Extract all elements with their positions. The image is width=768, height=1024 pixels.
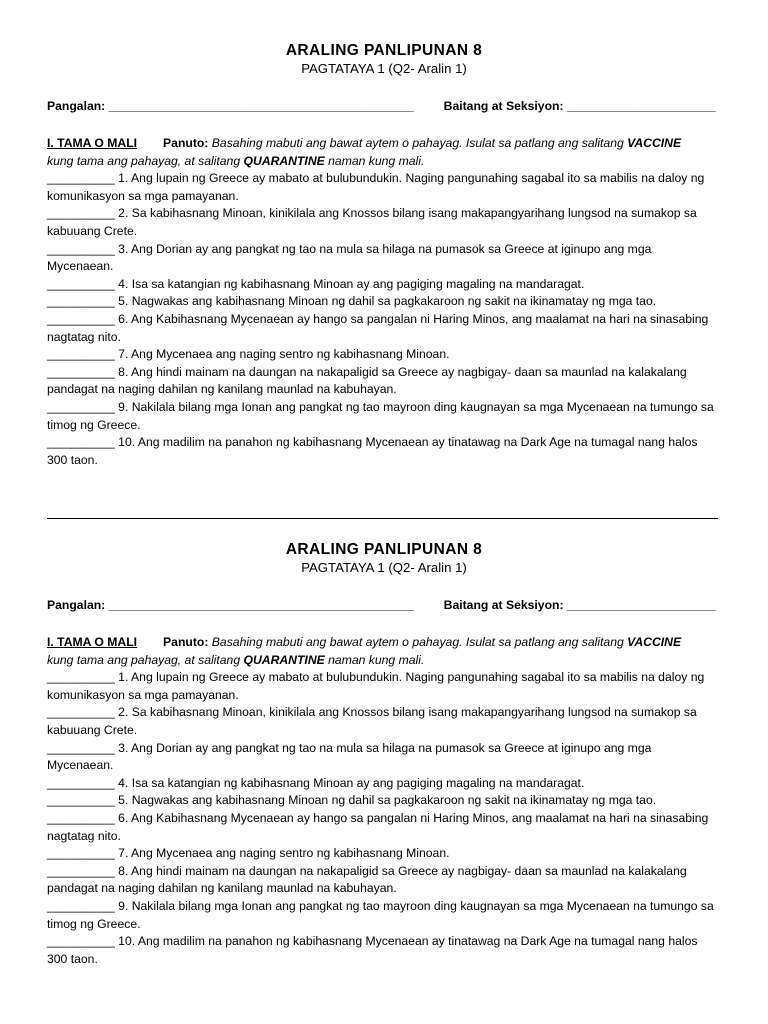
keyword-false: QUARANTINE bbox=[243, 153, 325, 168]
worksheet-title: ARALING PANLIPUNAN 8 bbox=[285, 541, 483, 558]
grade-section-field[interactable]: Baitang at Seksiyon: ______________________ bbox=[443, 99, 717, 113]
question-item[interactable]: __________ 7. Ang Mycenaea ang naging sentro ng kabihasnang Minoan. bbox=[47, 347, 450, 362]
grade-section-field[interactable]: Baitang at Seksiyon: ______________________ bbox=[443, 598, 717, 612]
instructions bbox=[47, 634, 721, 669]
question-item[interactable]: __________ 6. Ang Kabihasnang Mycenaean ay hango sa pangalan ni Haring Minos, ang maalamat na hari na sinasabing nagtatag nito. bbox=[47, 810, 709, 843]
section-label: I. TAMA O MALI bbox=[47, 635, 138, 649]
worksheet-subtitle: PAGTATAYA 1 (Q2- Aralin 1) bbox=[301, 61, 467, 76]
directions-text-3: naman kung mali. bbox=[324, 652, 425, 667]
question-item[interactable]: __________ 9. Nakilala bilang mga Ionan ang pangkat ng tao mayroon ding kaugnayan sa mga Mycenaean na tumungo sa timog ng Greece. bbox=[47, 399, 714, 432]
question-item[interactable]: __________ 8. Ang hindi mainam na daungan na nakapaligid sa Greece ay nagbigay- daan sa maunlad na kalakalang pandagat na naging dahilan ng kanilang maunlad na kabuhayan. bbox=[47, 863, 687, 896]
question-item[interactable]: __________ 3. Ang Dorian ay ang pangkat ng tao na mula sa hilaga na pumasok sa Greece at iginupo ang mga Mycenaean. bbox=[47, 740, 652, 773]
section-label: I. TAMA O MALI bbox=[47, 136, 138, 150]
worksheet-copy-2 bbox=[47, 541, 721, 968]
worksheet-title: ARALING PANLIPUNAN 8 bbox=[285, 42, 483, 59]
directions-label: Panuto: bbox=[163, 136, 209, 150]
question-list bbox=[47, 170, 721, 469]
directions-text-3: naman kung mali. bbox=[324, 153, 425, 168]
student-info-row bbox=[47, 98, 721, 114]
question-item[interactable]: __________ 10. Ang madilim na panahon ng kabihasnang Mycenaean ay tinatawag na Dark Age na tumagal nang halos 300 taon. bbox=[47, 934, 698, 966]
question-item[interactable]: __________ 1. Ang lupain ng Greece ay mabato at bulubundukin. Naging pangunahing sagabal ito sa mabilis na daloy ng komunikasyon sa mga pamayanan. bbox=[47, 171, 705, 203]
question-item[interactable]: __________ 5. Nagwakas ang kabihasnang Minoan ng dahil sa pagkakaroon ng sakit na ikinamatay ng mga tao. bbox=[47, 793, 657, 808]
question-item[interactable]: __________ 8. Ang hindi mainam na daungan na nakapaligid sa Greece ay nagbigay- daan sa maunlad na kalakalang pandagat na naging dahilan ng kanilang maunlad na kabuhayan. bbox=[47, 364, 687, 397]
question-item[interactable]: __________ 6. Ang Kabihasnang Mycenaean ay hango sa pangalan ni Haring Minos, ang maalamat na hari na sinasabing nagtatag nito. bbox=[47, 311, 709, 344]
question-item[interactable]: __________ 2. Sa kabihasnang Minoan, kinikilala ang Knossos bilang isang makapangyarihang lungsod na sumakop sa kabuuang Crete. bbox=[47, 206, 697, 238]
keyword-true: VACCINE bbox=[627, 635, 682, 649]
cut-line-divider bbox=[47, 518, 718, 519]
directions-label: Panuto: bbox=[163, 635, 209, 649]
question-item[interactable]: __________ 1. Ang lupain ng Greece ay mabato at bulubundukin. Naging pangunahing sagabal ito sa mabilis na daloy ng komunikasyon sa mga pamayanan. bbox=[47, 670, 705, 702]
name-field[interactable]: Pangalan: _____________________________________________ bbox=[47, 598, 414, 612]
question-item[interactable]: __________ 4. Isa sa katangian ng kabihasnang Minoan ay ang pagiging magaling na mandaragat. bbox=[47, 775, 585, 790]
name-field[interactable]: Pangalan: _____________________________________________ bbox=[47, 99, 414, 113]
question-item[interactable]: __________ 4. Isa sa katangian ng kabihasnang Minoan ay ang pagiging magaling na mandaragat. bbox=[47, 276, 585, 291]
directions-text-1: Basahing mabuti ang bawat aytem o pahayag. Isulat sa patlang ang salitang bbox=[211, 136, 628, 150]
directions-text-2: kung tama ang pahayag, at salitang bbox=[47, 153, 244, 168]
question-item[interactable]: __________ 9. Nakilala bilang mga Ionan ang pangkat ng tao mayroon ding kaugnayan sa mga Mycenaean na tumungo sa timog ng Greece. bbox=[47, 898, 714, 931]
keyword-true: VACCINE bbox=[627, 136, 682, 150]
question-item[interactable]: __________ 2. Sa kabihasnang Minoan, kinikilala ang Knossos bilang isang makapangyarihang lungsod na sumakop sa kabuuang Crete. bbox=[47, 705, 697, 737]
worksheet-copy-1 bbox=[47, 42, 721, 469]
question-item[interactable]: __________ 7. Ang Mycenaea ang naging sentro ng kabihasnang Minoan. bbox=[47, 846, 450, 861]
directions-text-2: kung tama ang pahayag, at salitang bbox=[47, 652, 244, 667]
worksheet-subtitle: PAGTATAYA 1 (Q2- Aralin 1) bbox=[301, 560, 467, 575]
keyword-false: QUARANTINE bbox=[243, 652, 325, 667]
question-list bbox=[47, 669, 721, 968]
student-info-row bbox=[47, 597, 721, 613]
question-item[interactable]: __________ 5. Nagwakas ang kabihasnang Minoan ng dahil sa pagkakaroon ng sakit na ikinamatay ng mga tao. bbox=[47, 294, 657, 309]
question-item[interactable]: __________ 3. Ang Dorian ay ang pangkat ng tao na mula sa hilaga na pumasok sa Greece at iginupo ang mga Mycenaean. bbox=[47, 241, 652, 274]
instructions bbox=[47, 135, 721, 170]
directions-text-1: Basahing mabuti ang bawat aytem o pahayag. Isulat sa patlang ang salitang bbox=[211, 635, 628, 649]
question-item[interactable]: __________ 10. Ang madilim na panahon ng kabihasnang Mycenaean ay tinatawag na Dark Age na tumagal nang halos 300 taon. bbox=[47, 435, 698, 467]
